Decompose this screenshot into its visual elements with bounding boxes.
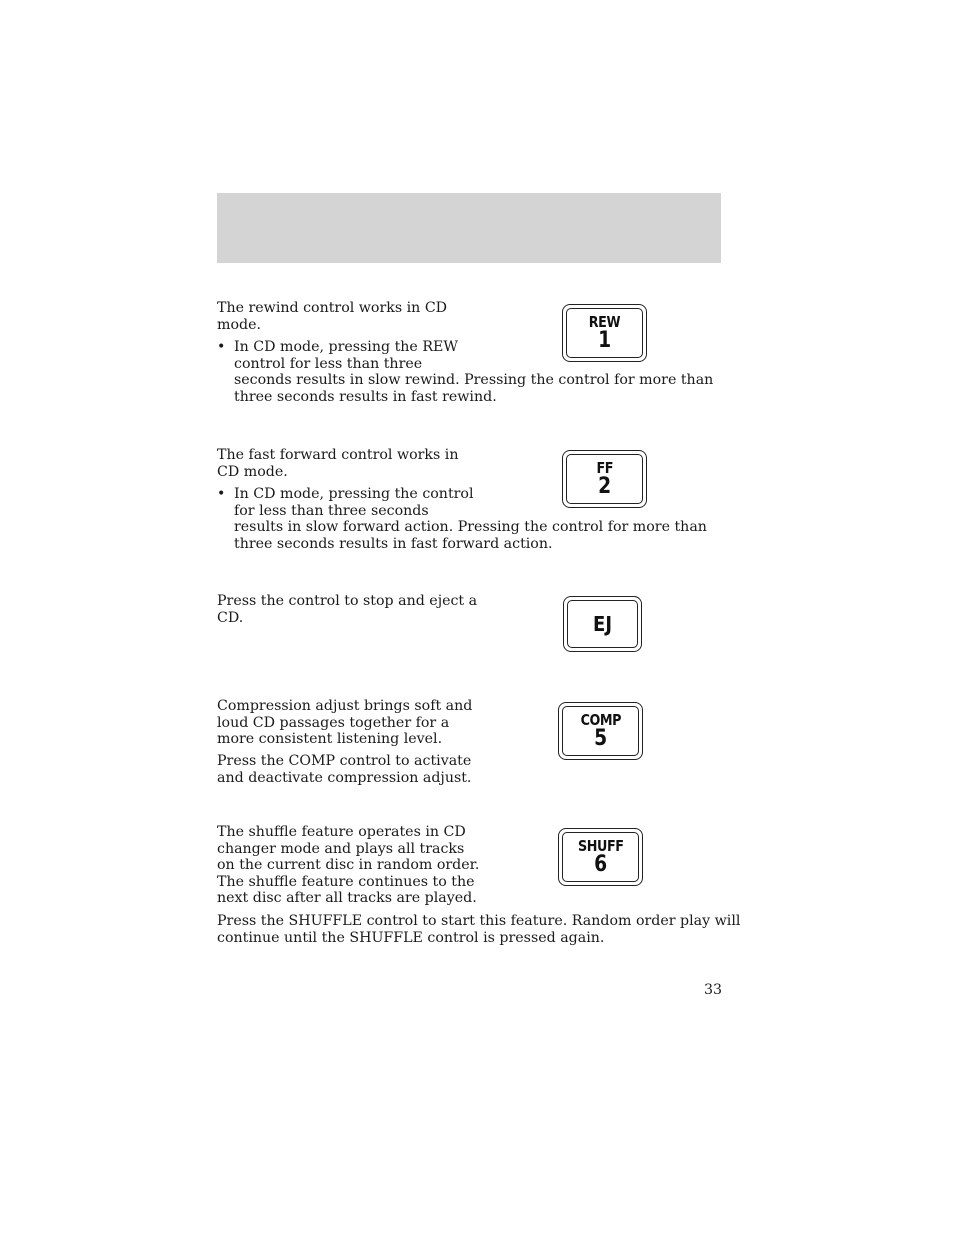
ff-button-icon: [562, 450, 647, 508]
eject-button-icon: [563, 596, 642, 652]
comp-button-label: COMP: [580, 711, 621, 729]
shuff-button-label: SHUFF: [577, 837, 624, 855]
ej-button-label: EJ: [592, 612, 612, 636]
rew-intro: The rewind control works in CD mode.: [217, 300, 448, 333]
shuff-button-number: 6: [593, 852, 608, 877]
rew-button-icon: [562, 304, 647, 362]
ej-intro: Press the control to stop and eject a CD.: [217, 593, 478, 626]
comp-intro: Compression adjust brings soft and loud CD passages together for a more consistent listening level.: [217, 698, 473, 748]
section-header-bar: [217, 193, 721, 263]
ff-bullet: • In CD mode, pressing the control for less than three seconds results in slow forward action. Pressing the control for more than three seconds results in fast forward action.: [217, 486, 707, 552]
ff-intro: The fast forward control works in CD mode.: [217, 447, 459, 480]
bullet-icon: •: [217, 339, 226, 355]
rew-bullet: • In CD mode, pressing the REW control for less than three seconds results in slow rewind. Pressing the control for more than three seconds results in fast rewind.: [217, 339, 714, 405]
comp-button-number: 5: [593, 726, 608, 751]
page-number: 33: [704, 982, 723, 998]
comp-instructions: Press the COMP control to activate and deactivate compression adjust.: [217, 753, 472, 786]
shuff-button-icon: [558, 828, 643, 886]
bullet-icon: •: [217, 486, 226, 502]
shuff-intro: The shuffle feature operates in CD changer mode and plays all tracks on the current disc in random order. The shuffle feature continues to the next disc after all tracks are played.: [217, 824, 480, 907]
shuff-instructions: Press the SHUFFLE control to start this feature. Random order play will continue until the SHUFFLE control is pressed again.: [217, 913, 741, 946]
rew-button-label: REW: [588, 313, 621, 331]
comp-button-icon: [558, 702, 643, 760]
ff-button-label: FF: [596, 459, 613, 477]
rew-button-number: 1: [597, 328, 612, 353]
ff-button-number: 2: [597, 474, 612, 499]
